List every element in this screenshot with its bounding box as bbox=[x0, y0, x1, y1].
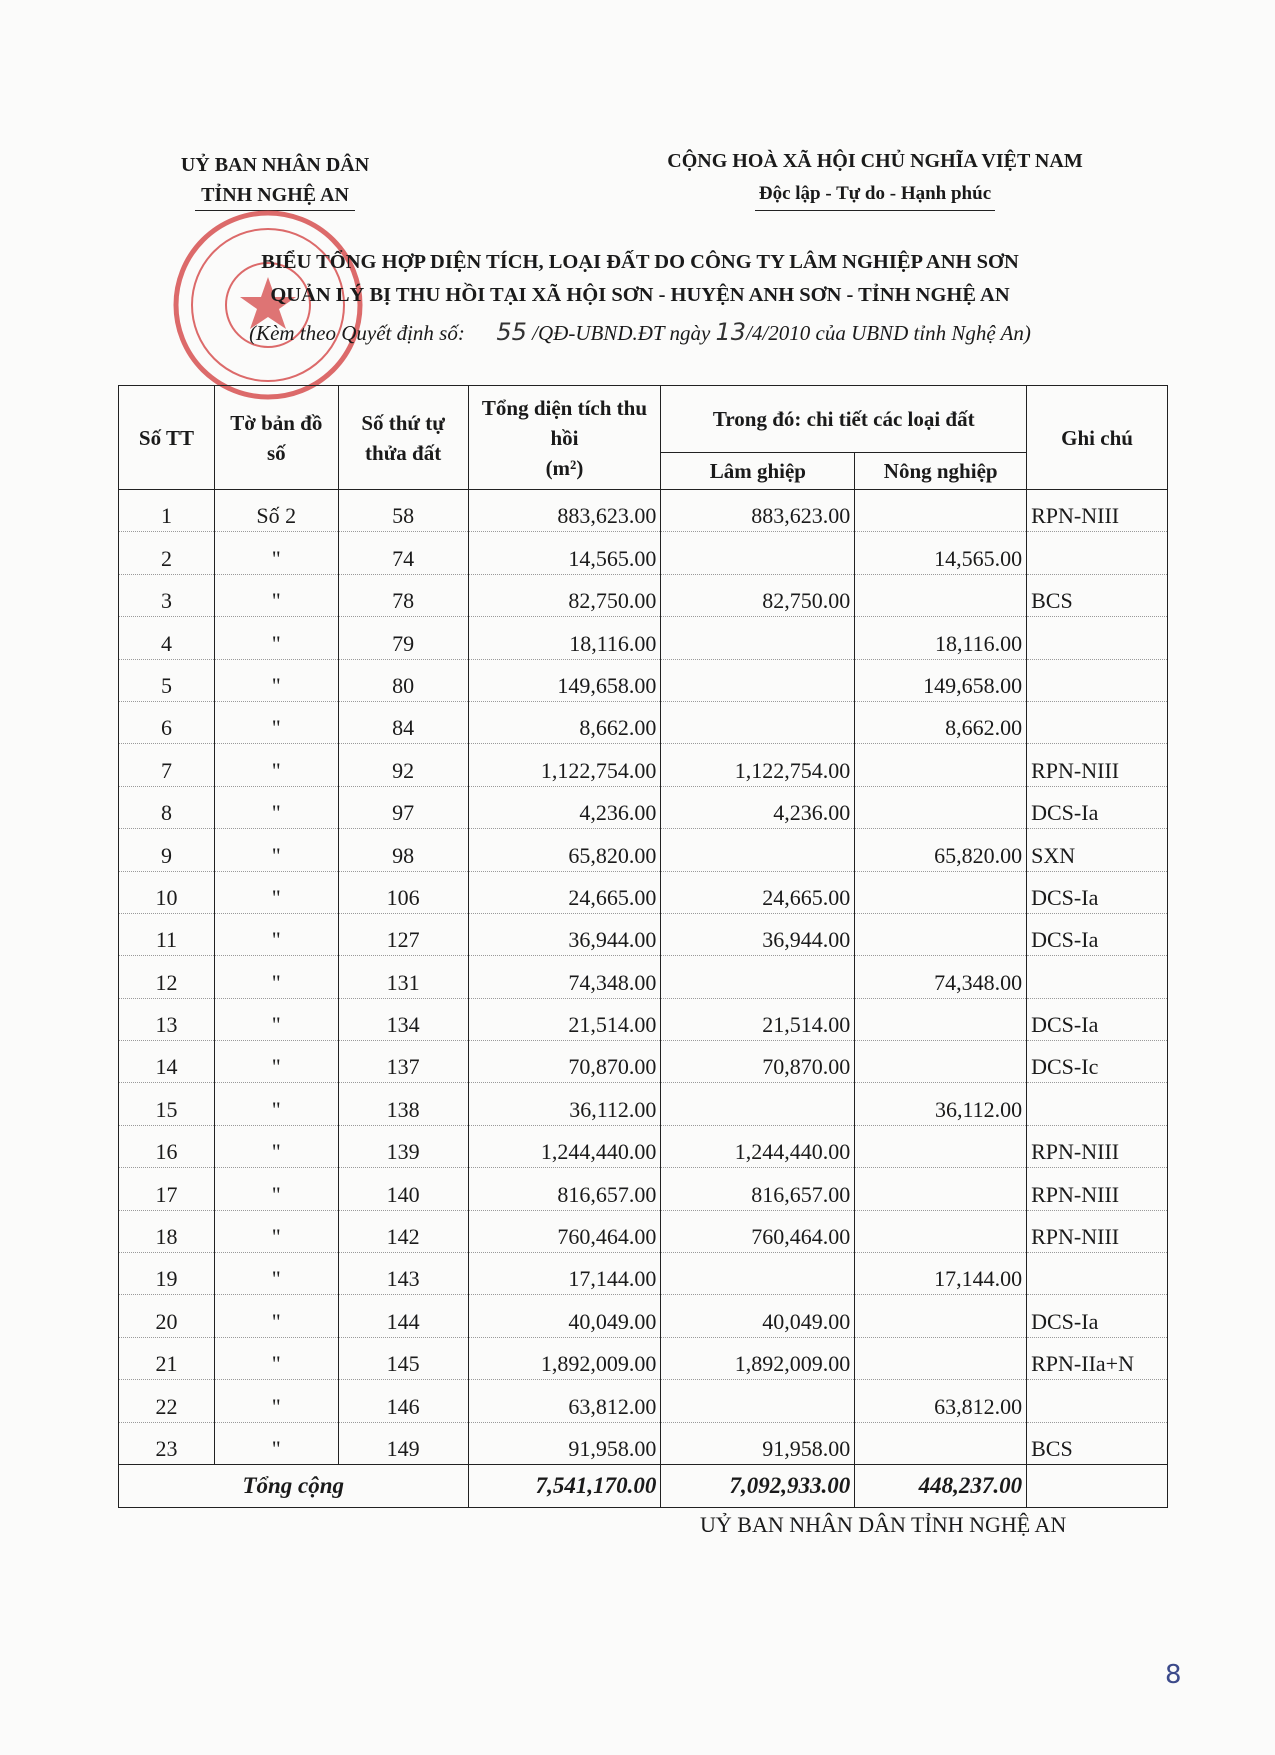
row-map-sheet: " bbox=[214, 1125, 338, 1167]
total-area: 7,541,170.00 bbox=[468, 1464, 661, 1507]
row-map-sheet: " bbox=[214, 617, 338, 659]
row-forestry: 883,623.00 bbox=[661, 490, 855, 532]
row-plot-number: 134 bbox=[338, 998, 468, 1040]
row-notes bbox=[1027, 617, 1168, 659]
row-agriculture: 149,658.00 bbox=[855, 659, 1027, 701]
row-stt: 19 bbox=[119, 1253, 215, 1295]
row-map-sheet: " bbox=[214, 1168, 338, 1210]
row-notes: DCS-Ic bbox=[1027, 1041, 1168, 1083]
table-row bbox=[119, 532, 1168, 574]
row-agriculture bbox=[855, 490, 1027, 532]
row-forestry: 21,514.00 bbox=[661, 998, 855, 1040]
header-map-sheet: Tờ bản đồ số bbox=[214, 386, 338, 490]
row-forestry: 82,750.00 bbox=[661, 574, 855, 616]
row-notes bbox=[1027, 1253, 1168, 1295]
row-stt: 23 bbox=[119, 1422, 215, 1464]
row-map-sheet: " bbox=[214, 871, 338, 913]
row-total-area: 91,958.00 bbox=[468, 1422, 661, 1464]
table-row bbox=[119, 490, 1168, 532]
row-map-sheet: " bbox=[214, 1253, 338, 1295]
subtitle-suffix: /4/2010 của UBND tỉnh Nghệ An) bbox=[746, 321, 1031, 345]
row-total-area: 1,892,009.00 bbox=[468, 1337, 661, 1379]
signature-line: UỶ BAN NHÂN DÂN TỈNH NGHỆ AN bbox=[700, 1512, 1067, 1537]
page-number: 8 bbox=[1165, 1660, 1182, 1690]
row-agriculture: 63,812.00 bbox=[855, 1380, 1027, 1422]
row-map-sheet: " bbox=[214, 1295, 338, 1337]
row-plot-number: 143 bbox=[338, 1253, 468, 1295]
table-row bbox=[119, 1083, 1168, 1125]
row-map-sheet: " bbox=[214, 829, 338, 871]
row-notes: DCS-Ia bbox=[1027, 871, 1168, 913]
row-plot-number: 79 bbox=[338, 617, 468, 659]
table-row bbox=[119, 659, 1168, 701]
row-map-sheet: " bbox=[214, 659, 338, 701]
row-total-area: 82,750.00 bbox=[468, 574, 661, 616]
title-line2: QUẢN LÝ BỊ THU HỒI TẠI XÃ HỘI SƠN - HUYỆN ANH SƠN - TỈNH NGHỆ AN bbox=[270, 284, 1010, 306]
row-map-sheet: " bbox=[214, 786, 338, 828]
row-forestry bbox=[661, 956, 855, 998]
row-stt: 21 bbox=[119, 1337, 215, 1379]
row-agriculture: 14,565.00 bbox=[855, 532, 1027, 574]
title-line1: BIỂU TỔNG HỢP DIỆN TÍCH, LOẠI ĐẤT DO CÔNG TY LÂM NGHIỆP ANH SƠN bbox=[261, 251, 1019, 273]
row-total-area: 883,623.00 bbox=[468, 490, 661, 532]
row-stt: 18 bbox=[119, 1210, 215, 1252]
row-map-sheet: " bbox=[214, 1041, 338, 1083]
row-total-area: 63,812.00 bbox=[468, 1380, 661, 1422]
row-total-area: 40,049.00 bbox=[468, 1295, 661, 1337]
decision-day: 13 bbox=[715, 318, 747, 346]
row-plot-number: 74 bbox=[338, 532, 468, 574]
table-row bbox=[119, 786, 1168, 828]
row-forestry bbox=[661, 532, 855, 574]
table-row bbox=[119, 744, 1168, 786]
row-total-area: 14,565.00 bbox=[468, 532, 661, 574]
row-stt: 2 bbox=[119, 532, 215, 574]
row-stt: 5 bbox=[119, 659, 215, 701]
row-agriculture bbox=[855, 1422, 1027, 1464]
row-forestry bbox=[661, 1253, 855, 1295]
row-stt: 12 bbox=[119, 956, 215, 998]
row-stt: 10 bbox=[119, 871, 215, 913]
row-plot-number: 84 bbox=[338, 701, 468, 743]
header-notes: Ghi chú bbox=[1027, 386, 1168, 490]
table-row bbox=[119, 617, 1168, 659]
row-plot-number: 138 bbox=[338, 1083, 468, 1125]
row-notes: RPN-NIII bbox=[1027, 1168, 1168, 1210]
subtitle-mid: /QĐ-UBND.ĐT ngày bbox=[532, 321, 711, 345]
row-stt: 14 bbox=[119, 1041, 215, 1083]
row-stt: 3 bbox=[119, 574, 215, 616]
row-agriculture: 74,348.00 bbox=[855, 956, 1027, 998]
row-notes: RPN-NIII bbox=[1027, 1210, 1168, 1252]
decision-reference bbox=[160, 318, 1120, 346]
row-agriculture bbox=[855, 1295, 1027, 1337]
row-plot-number: 139 bbox=[338, 1125, 468, 1167]
header-total-area bbox=[468, 386, 661, 490]
row-stt: 22 bbox=[119, 1380, 215, 1422]
header-plot-number: Số thứ tự thửa đất bbox=[338, 386, 468, 490]
row-plot-number: 137 bbox=[338, 1041, 468, 1083]
row-stt: 1 bbox=[119, 490, 215, 532]
row-total-area: 149,658.00 bbox=[468, 659, 661, 701]
row-forestry: 36,944.00 bbox=[661, 913, 855, 955]
row-stt: 9 bbox=[119, 829, 215, 871]
row-notes: DCS-Ia bbox=[1027, 1295, 1168, 1337]
table-row bbox=[119, 1422, 1168, 1464]
header-detail: Trong đó: chi tiết các loại đất bbox=[661, 386, 1027, 453]
row-stt: 17 bbox=[119, 1168, 215, 1210]
row-forestry bbox=[661, 617, 855, 659]
row-plot-number: 131 bbox=[338, 956, 468, 998]
issuer-line1: UỶ BAN NHÂN DÂN bbox=[180, 154, 370, 176]
row-plot-number: 106 bbox=[338, 871, 468, 913]
row-plot-number: 140 bbox=[338, 1168, 468, 1210]
national-motto-block bbox=[615, 145, 1135, 211]
row-map-sheet: " bbox=[214, 913, 338, 955]
row-map-sheet: " bbox=[214, 1083, 338, 1125]
header-forestry: Lâm ghiệp bbox=[661, 453, 855, 490]
row-agriculture bbox=[855, 998, 1027, 1040]
row-total-area: 36,944.00 bbox=[468, 913, 661, 955]
row-notes: BCS bbox=[1027, 1422, 1168, 1464]
row-map-sheet: " bbox=[214, 1337, 338, 1379]
row-notes bbox=[1027, 956, 1168, 998]
row-map-sheet: " bbox=[214, 1380, 338, 1422]
total-agriculture: 448,237.00 bbox=[855, 1464, 1027, 1507]
row-plot-number: 97 bbox=[338, 786, 468, 828]
row-notes: RPN-IIa+N bbox=[1027, 1337, 1168, 1379]
row-map-sheet: " bbox=[214, 532, 338, 574]
row-plot-number: 92 bbox=[338, 744, 468, 786]
row-total-area: 24,665.00 bbox=[468, 871, 661, 913]
row-forestry: 40,049.00 bbox=[661, 1295, 855, 1337]
row-notes bbox=[1027, 701, 1168, 743]
row-stt: 16 bbox=[119, 1125, 215, 1167]
row-total-area: 65,820.00 bbox=[468, 829, 661, 871]
row-notes: DCS-Ia bbox=[1027, 998, 1168, 1040]
row-map-sheet: " bbox=[214, 956, 338, 998]
row-forestry: 816,657.00 bbox=[661, 1168, 855, 1210]
row-agriculture: 65,820.00 bbox=[855, 829, 1027, 871]
row-stt: 15 bbox=[119, 1083, 215, 1125]
row-forestry: 1,892,009.00 bbox=[661, 1337, 855, 1379]
row-agriculture: 17,144.00 bbox=[855, 1253, 1027, 1295]
row-stt: 6 bbox=[119, 701, 215, 743]
total-label: Tổng cộng bbox=[119, 1464, 469, 1507]
table-row bbox=[119, 1253, 1168, 1295]
row-forestry bbox=[661, 1380, 855, 1422]
row-total-area: 21,514.00 bbox=[468, 998, 661, 1040]
table-row bbox=[119, 1041, 1168, 1083]
table-row bbox=[119, 1380, 1168, 1422]
row-total-area: 36,112.00 bbox=[468, 1083, 661, 1125]
row-agriculture: 36,112.00 bbox=[855, 1083, 1027, 1125]
row-notes: DCS-Ia bbox=[1027, 913, 1168, 955]
table-row bbox=[119, 1210, 1168, 1252]
row-agriculture bbox=[855, 786, 1027, 828]
row-plot-number: 98 bbox=[338, 829, 468, 871]
row-stt: 8 bbox=[119, 786, 215, 828]
row-agriculture bbox=[855, 1041, 1027, 1083]
row-total-area: 17,144.00 bbox=[468, 1253, 661, 1295]
row-agriculture bbox=[855, 1125, 1027, 1167]
row-plot-number: 80 bbox=[338, 659, 468, 701]
row-agriculture bbox=[855, 871, 1027, 913]
row-agriculture: 18,116.00 bbox=[855, 617, 1027, 659]
header-agriculture: Nông nghiệp bbox=[855, 453, 1027, 490]
row-map-sheet: " bbox=[214, 574, 338, 616]
table-row bbox=[119, 1125, 1168, 1167]
row-stt: 20 bbox=[119, 1295, 215, 1337]
table-row bbox=[119, 998, 1168, 1040]
row-agriculture bbox=[855, 1168, 1027, 1210]
row-plot-number: 127 bbox=[338, 913, 468, 955]
row-notes bbox=[1027, 532, 1168, 574]
row-total-area: 18,116.00 bbox=[468, 617, 661, 659]
row-forestry: 4,236.00 bbox=[661, 786, 855, 828]
row-forestry: 91,958.00 bbox=[661, 1422, 855, 1464]
row-map-sheet: " bbox=[214, 1210, 338, 1252]
land-area-table bbox=[118, 385, 1168, 1508]
row-agriculture bbox=[855, 1210, 1027, 1252]
row-total-area: 4,236.00 bbox=[468, 786, 661, 828]
row-forestry: 70,870.00 bbox=[661, 1041, 855, 1083]
row-agriculture bbox=[855, 574, 1027, 616]
row-plot-number: 58 bbox=[338, 490, 468, 532]
header-total-area-label: Tổng diện tích thu hồi bbox=[481, 395, 648, 450]
row-total-area: 816,657.00 bbox=[468, 1168, 661, 1210]
row-forestry bbox=[661, 1083, 855, 1125]
row-notes: BCS bbox=[1027, 574, 1168, 616]
decision-number: 55 bbox=[496, 318, 527, 346]
row-forestry bbox=[661, 659, 855, 701]
row-plot-number: 144 bbox=[338, 1295, 468, 1337]
table-row bbox=[119, 701, 1168, 743]
issuer-block bbox=[150, 150, 400, 211]
table-row bbox=[119, 871, 1168, 913]
table-row bbox=[119, 1168, 1168, 1210]
row-plot-number: 146 bbox=[338, 1380, 468, 1422]
issuer-line2: TỈNH NGHỆ AN bbox=[195, 180, 355, 211]
table-row bbox=[119, 1295, 1168, 1337]
row-stt: 4 bbox=[119, 617, 215, 659]
table-row bbox=[119, 956, 1168, 998]
header-total-area-unit: (m²) bbox=[545, 455, 584, 480]
row-total-area: 760,464.00 bbox=[468, 1210, 661, 1252]
row-forestry bbox=[661, 701, 855, 743]
row-plot-number: 149 bbox=[338, 1422, 468, 1464]
row-map-sheet: " bbox=[214, 744, 338, 786]
row-plot-number: 145 bbox=[338, 1337, 468, 1379]
subtitle-prefix: (Kèm theo Quyết định số: bbox=[249, 321, 465, 345]
row-map-sheet: " bbox=[214, 998, 338, 1040]
row-forestry: 760,464.00 bbox=[661, 1210, 855, 1252]
row-stt: 11 bbox=[119, 913, 215, 955]
row-forestry bbox=[661, 829, 855, 871]
row-total-area: 1,122,754.00 bbox=[468, 744, 661, 786]
row-plot-number: 78 bbox=[338, 574, 468, 616]
row-total-area: 1,244,440.00 bbox=[468, 1125, 661, 1167]
country-name: CỘNG HOÀ XÃ HỘI CHỦ NGHĨA VIỆT NAM bbox=[667, 150, 1083, 172]
row-notes: DCS-Ia bbox=[1027, 786, 1168, 828]
row-stt: 7 bbox=[119, 744, 215, 786]
row-map-sheet: " bbox=[214, 1422, 338, 1464]
row-forestry: 24,665.00 bbox=[661, 871, 855, 913]
row-agriculture: 8,662.00 bbox=[855, 701, 1027, 743]
table-row bbox=[119, 1337, 1168, 1379]
row-plot-number: 142 bbox=[338, 1210, 468, 1252]
table-row bbox=[119, 829, 1168, 871]
row-notes bbox=[1027, 1083, 1168, 1125]
row-forestry: 1,122,754.00 bbox=[661, 744, 855, 786]
row-stt: 13 bbox=[119, 998, 215, 1040]
row-forestry: 1,244,440.00 bbox=[661, 1125, 855, 1167]
table-row bbox=[119, 574, 1168, 616]
document-title bbox=[160, 246, 1120, 312]
row-map-sheet: Số 2 bbox=[214, 490, 338, 532]
row-notes bbox=[1027, 659, 1168, 701]
total-notes bbox=[1027, 1464, 1168, 1507]
row-notes: SXN bbox=[1027, 829, 1168, 871]
row-agriculture bbox=[855, 1337, 1027, 1379]
row-notes: RPN-NIII bbox=[1027, 1125, 1168, 1167]
row-total-area: 74,348.00 bbox=[468, 956, 661, 998]
header-stt: Số TT bbox=[119, 386, 215, 490]
total-forestry: 7,092,933.00 bbox=[661, 1464, 855, 1507]
row-total-area: 70,870.00 bbox=[468, 1041, 661, 1083]
row-notes: RPN-NIII bbox=[1027, 490, 1168, 532]
row-agriculture bbox=[855, 744, 1027, 786]
row-agriculture bbox=[855, 913, 1027, 955]
motto: Độc lập - Tự do - Hạnh phúc bbox=[755, 178, 995, 211]
table-row bbox=[119, 913, 1168, 955]
row-notes: RPN-NIII bbox=[1027, 744, 1168, 786]
row-total-area: 8,662.00 bbox=[468, 701, 661, 743]
row-map-sheet: " bbox=[214, 701, 338, 743]
row-notes bbox=[1027, 1380, 1168, 1422]
